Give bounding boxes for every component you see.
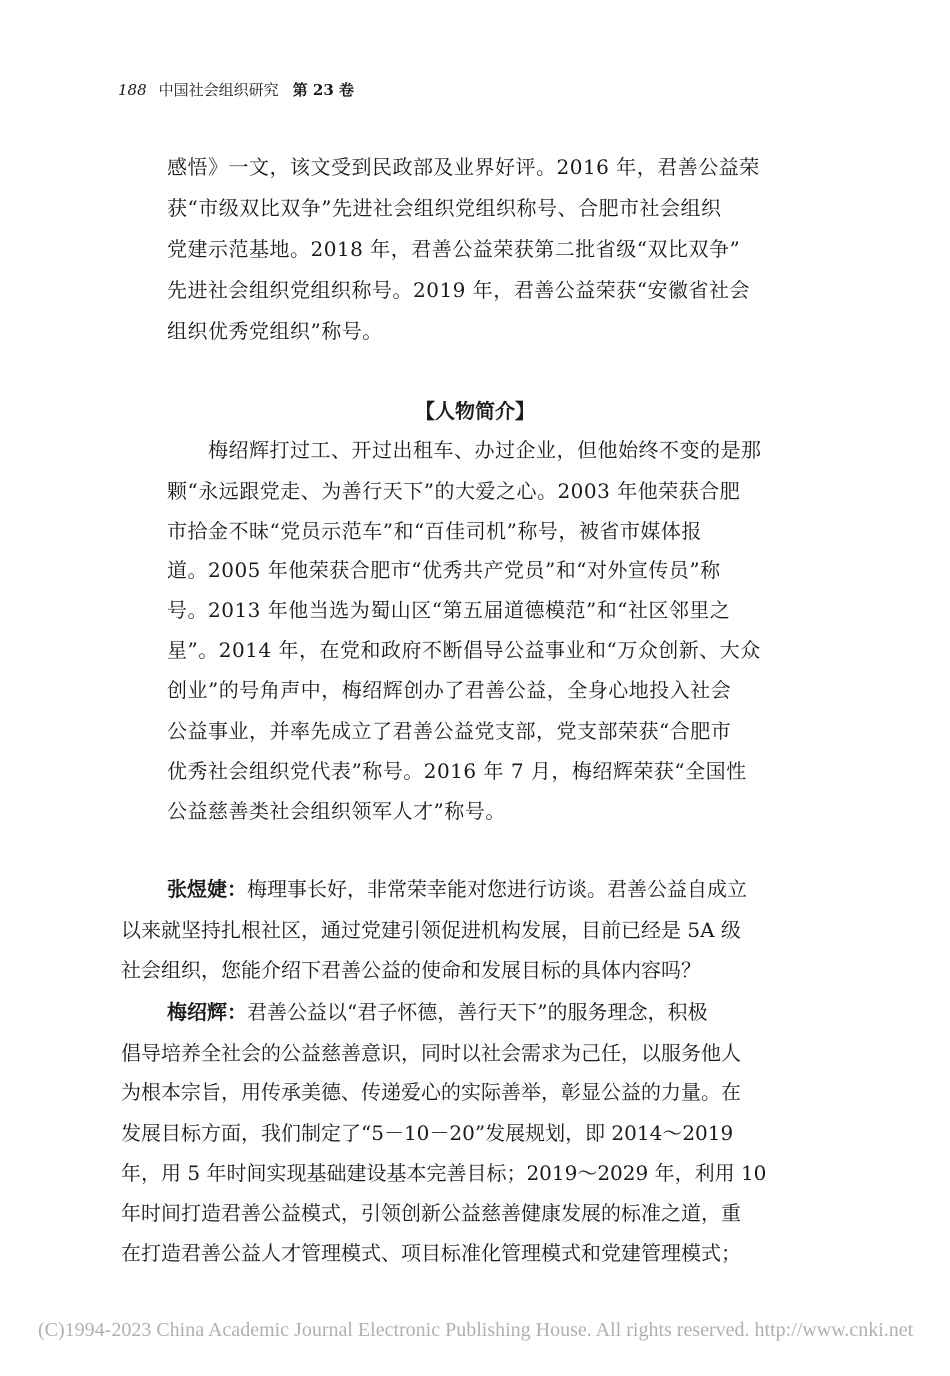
text-line: 号。2013 年他当选为蜀山区“第五届道德模范”和“社区邻里之 — [167, 598, 731, 622]
interviewee-name: 梅绍辉： — [167, 1000, 247, 1024]
page-number: 188 — [118, 81, 147, 99]
text-line: 颗“永远跟党走、为善行天下”的大爱之心。2003 年他荣获合肥 — [167, 479, 741, 503]
text-line: 道。2005 年他荣获合肥市“优秀共产党员”和“对外宣传员”称 — [167, 558, 721, 582]
text-line: 社会组织，您能介绍下君善公益的使命和发展目标的具体内容吗？ — [121, 958, 701, 982]
journal-title: 中国社会组织研究 — [158, 81, 279, 99]
text-line: 发展目标方面，我们制定了“5－10－20”发展规划，即 2014～2019 — [121, 1121, 734, 1145]
question-text: 梅理事长好，非常荣幸能对您进行访谈。君善公益自成立 — [247, 877, 747, 901]
text-line: 年，用 5 年时间实现基础建设基本完善目标；2019～2029 年，利用 10 — [121, 1161, 767, 1185]
text-line: 星”。2014 年，在党和政府不断倡导公益事业和“万众创新、大众 — [167, 638, 761, 662]
answer-text: 君善公益以“君子怀德，善行天下”的服务理念，积极 — [247, 1000, 708, 1024]
text-line: 组织优秀党组织”称号。 — [167, 319, 383, 343]
text-line: 年时间打造君善公益模式，引领创新公益慈善健康发展的标准之道，重 — [121, 1201, 741, 1225]
interviewer-name: 张煜婕： — [167, 877, 247, 901]
text-line: 创业”的号角声中，梅绍辉创办了君善公益，全身心地投入社会 — [167, 678, 732, 702]
text-line: 公益事业，并率先成立了君善公益党支部，党支部荣获“合肥市 — [167, 719, 732, 743]
text-line: 以来就坚持扎根社区，通过党建引领促进机构发展，目前已经是 5A 级 — [121, 918, 741, 942]
text-line: 公益慈善类社会组织领军人才”称号。 — [167, 799, 506, 823]
text-line: 党建示范基地。2018 年，君善公益荣获第二批省级“双比双争” — [167, 237, 741, 261]
volume-label: 第 23 卷 — [292, 81, 354, 99]
text-line: 感悟》一文，该文受到民政部及业界好评。2016 年，君善公益荣 — [167, 155, 760, 179]
running-header — [118, 80, 354, 100]
text-line: 倡导培养全社会的公益慈善意识，同时以社会需求为己任，以服务他人 — [121, 1041, 741, 1065]
text-line: 梅绍辉打过工、开过出租车、办过企业，但他始终不变的是那 — [208, 438, 762, 462]
text-line: 在打造君善公益人才管理模式、项目标准化管理模式和党建管理模式； — [121, 1241, 741, 1265]
copyright-footer: (C)1994-2023 China Academic Journal Electronic Publishing House. All rights reserved. http://www.cnki.net — [38, 1319, 914, 1341]
section-title: 【人物简介】 — [415, 399, 535, 423]
text-line — [167, 999, 707, 1025]
text-line: 为根本宗旨，用传承美德、传递爱心的实际善举，彰显公益的力量。在 — [121, 1080, 741, 1104]
text-line — [167, 876, 747, 902]
text-line: 优秀社会组织党代表”称号。2016 年 7 月，梅绍辉荣获“全国性 — [167, 759, 747, 783]
text-line: 市拾金不昧“党员示范车”和“百佳司机”称号，被省市媒体报 — [167, 519, 702, 543]
text-line: 先进社会组织党组织称号。2019 年，君善公益荣获“安徽省社会 — [167, 278, 750, 302]
text-line: 获“市级双比双争”先进社会组织党组织称号、合肥市社会组织 — [167, 196, 722, 220]
